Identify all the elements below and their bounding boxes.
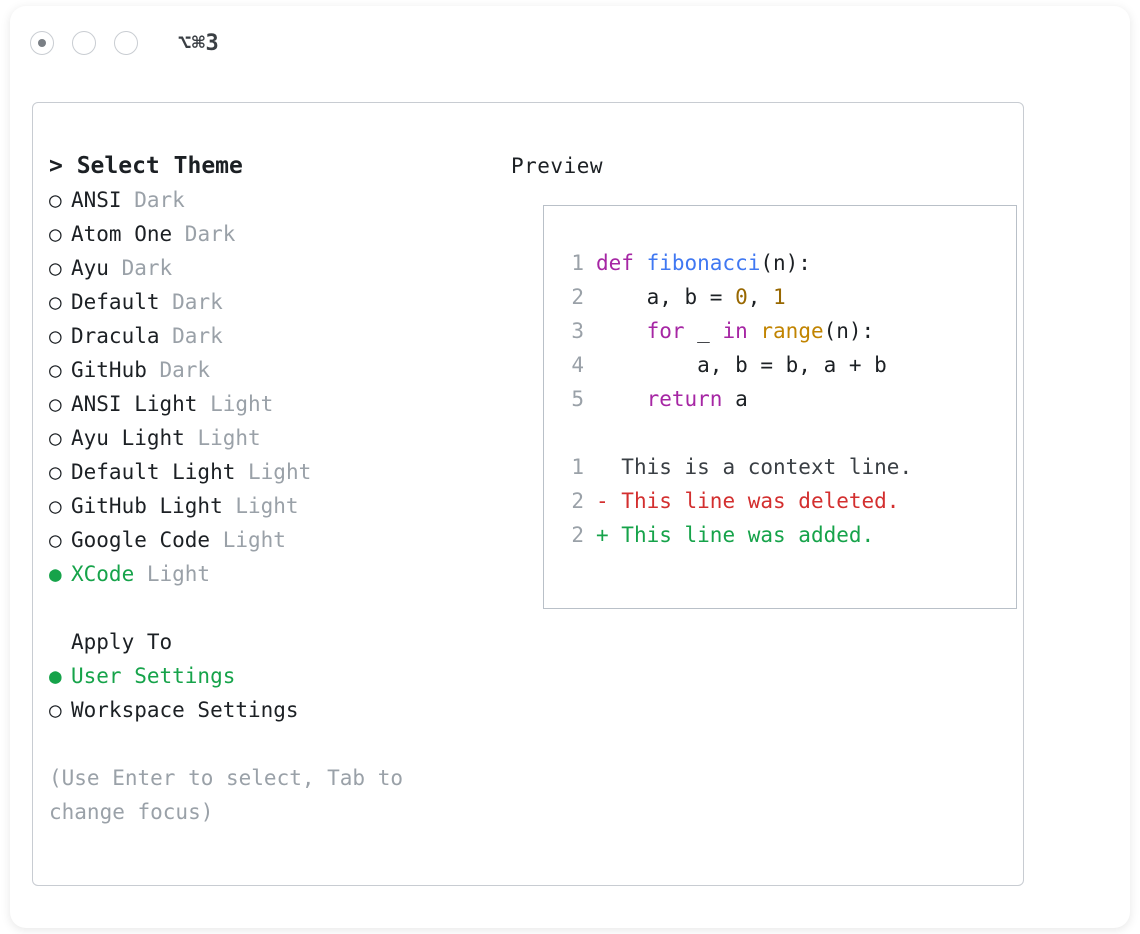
- theme-option-tag: Dark: [108, 256, 173, 280]
- apply-to-option-label: User Settings: [71, 664, 236, 688]
- preview-column: [511, 149, 1011, 547]
- keyboard-shortcut-label: ⌥⌘3: [178, 30, 220, 56]
- radio-unselected-icon: ○: [49, 324, 62, 348]
- code-line: [562, 246, 912, 280]
- code-line: [562, 382, 912, 416]
- code-line: [562, 314, 912, 348]
- line-number: 3: [571, 319, 584, 343]
- code-token: ,: [747, 285, 774, 309]
- theme-option-tag: Dark: [159, 324, 223, 348]
- theme-option-label: XCode: [71, 562, 135, 586]
- theme-option-label: Ayu Light: [71, 426, 185, 450]
- theme-option[interactable]: [49, 455, 499, 489]
- theme-option[interactable]: [49, 523, 499, 557]
- theme-option-tag: Light: [235, 460, 312, 484]
- theme-option[interactable]: [49, 251, 499, 285]
- apply-to-heading: Apply To: [71, 630, 173, 654]
- code-preview: [562, 246, 912, 552]
- code-token: range: [760, 319, 824, 343]
- radio-unselected-icon: ○: [49, 460, 62, 484]
- theme-option-tag: Light: [197, 392, 274, 416]
- line-number: 2: [571, 285, 584, 309]
- line-number: 5: [571, 387, 584, 411]
- theme-option-tag: Dark: [159, 290, 223, 314]
- code-token: (n):: [760, 251, 811, 275]
- line-number: 1: [571, 251, 584, 275]
- line-number: 4: [571, 353, 584, 377]
- keyboard-hint: (Use Enter to select, Tab to change focus): [49, 766, 416, 824]
- theme-option-label: Default Light: [71, 460, 236, 484]
- apply-to-option[interactable]: [49, 693, 499, 727]
- code-line: [562, 348, 912, 382]
- radio-unselected-icon: ○: [49, 494, 62, 518]
- diff-text: This line was deleted.: [621, 489, 900, 513]
- theme-option-label: Ayu: [71, 256, 109, 280]
- code-token: for: [646, 319, 698, 343]
- theme-picker-panel: [32, 102, 1024, 886]
- theme-option-tag: Light: [210, 528, 286, 552]
- diff-marker: +: [596, 523, 622, 547]
- diff-spacer: [562, 416, 912, 450]
- line-number: 2: [571, 523, 584, 547]
- window-dot-3[interactable]: [114, 31, 138, 55]
- theme-option[interactable]: [49, 353, 499, 387]
- code-token: a, b = b, a + b: [596, 353, 887, 377]
- code-token: _: [697, 319, 723, 343]
- radio-unselected-icon: ○: [49, 188, 62, 212]
- theme-option-tag: Dark: [172, 222, 236, 246]
- theme-option[interactable]: [49, 489, 499, 523]
- theme-option[interactable]: [49, 319, 499, 353]
- preview-box: [543, 205, 1017, 609]
- code-token: def: [596, 251, 647, 275]
- code-line: [562, 280, 912, 314]
- code-token: 0: [735, 285, 748, 309]
- code-token: a: [735, 387, 748, 411]
- theme-option-tag: Light: [184, 426, 261, 450]
- theme-option[interactable]: [49, 183, 499, 217]
- radio-unselected-icon: ○: [49, 290, 62, 314]
- radio-selected-icon: ●: [49, 664, 62, 688]
- theme-option-label: Dracula: [71, 324, 160, 348]
- diff-text: This is a context line.: [621, 455, 913, 479]
- theme-option[interactable]: [49, 285, 499, 319]
- code-token: [596, 319, 647, 343]
- diff-line: [562, 518, 912, 552]
- apply-to-list[interactable]: [49, 659, 499, 727]
- theme-list[interactable]: [49, 183, 499, 591]
- theme-option-tag: Dark: [121, 188, 185, 212]
- theme-option-label: ANSI: [71, 188, 122, 212]
- theme-option[interactable]: [49, 387, 499, 421]
- code-token: in: [722, 319, 761, 343]
- theme-option[interactable]: [49, 217, 499, 251]
- window-dot-2[interactable]: [72, 31, 96, 55]
- theme-option-label: GitHub Light: [71, 494, 223, 518]
- radio-unselected-icon: ○: [49, 698, 62, 722]
- diff-marker: [596, 455, 621, 479]
- theme-option[interactable]: [49, 557, 499, 591]
- diff-line: [562, 484, 912, 518]
- code-token: return: [646, 387, 736, 411]
- diff-line: [562, 450, 912, 484]
- titlebar: [10, 6, 1130, 80]
- code-token: 1: [773, 285, 786, 309]
- apply-to-option-label: Workspace Settings: [71, 698, 299, 722]
- code-token: a, b =: [596, 285, 736, 309]
- code-token: (n):: [823, 319, 875, 343]
- theme-option-label: ANSI Light: [71, 392, 198, 416]
- line-number: 2: [571, 489, 584, 513]
- select-theme-heading: > Select Theme: [49, 153, 243, 179]
- theme-option[interactable]: [49, 421, 499, 455]
- code-token: fibonacci: [646, 251, 761, 275]
- diff-text: This line was added.: [621, 523, 875, 547]
- theme-option-tag: Light: [134, 562, 211, 586]
- diff-marker: -: [596, 489, 622, 513]
- theme-list-column: [49, 149, 499, 829]
- preview-heading: Preview: [511, 154, 604, 178]
- code-token: [596, 387, 647, 411]
- radio-unselected-icon: ○: [49, 222, 62, 246]
- theme-option-tag: Dark: [146, 358, 211, 382]
- theme-option-tag: Light: [222, 494, 299, 518]
- theme-option-label: Google Code: [71, 528, 211, 552]
- window-dot-1[interactable]: [30, 31, 54, 55]
- radio-unselected-icon: ○: [49, 256, 62, 280]
- spacer: [49, 591, 499, 625]
- app-window: [10, 6, 1130, 928]
- line-number: 1: [571, 455, 584, 479]
- apply-to-option[interactable]: [49, 659, 499, 693]
- theme-option-label: Default: [71, 290, 160, 314]
- theme-option-label: Atom One: [71, 222, 173, 246]
- radio-unselected-icon: ○: [49, 358, 62, 382]
- radio-unselected-icon: ○: [49, 392, 62, 416]
- radio-unselected-icon: ○: [49, 528, 62, 552]
- radio-selected-icon: ●: [49, 562, 62, 586]
- theme-option-label: GitHub: [71, 358, 147, 382]
- radio-unselected-icon: ○: [49, 426, 62, 450]
